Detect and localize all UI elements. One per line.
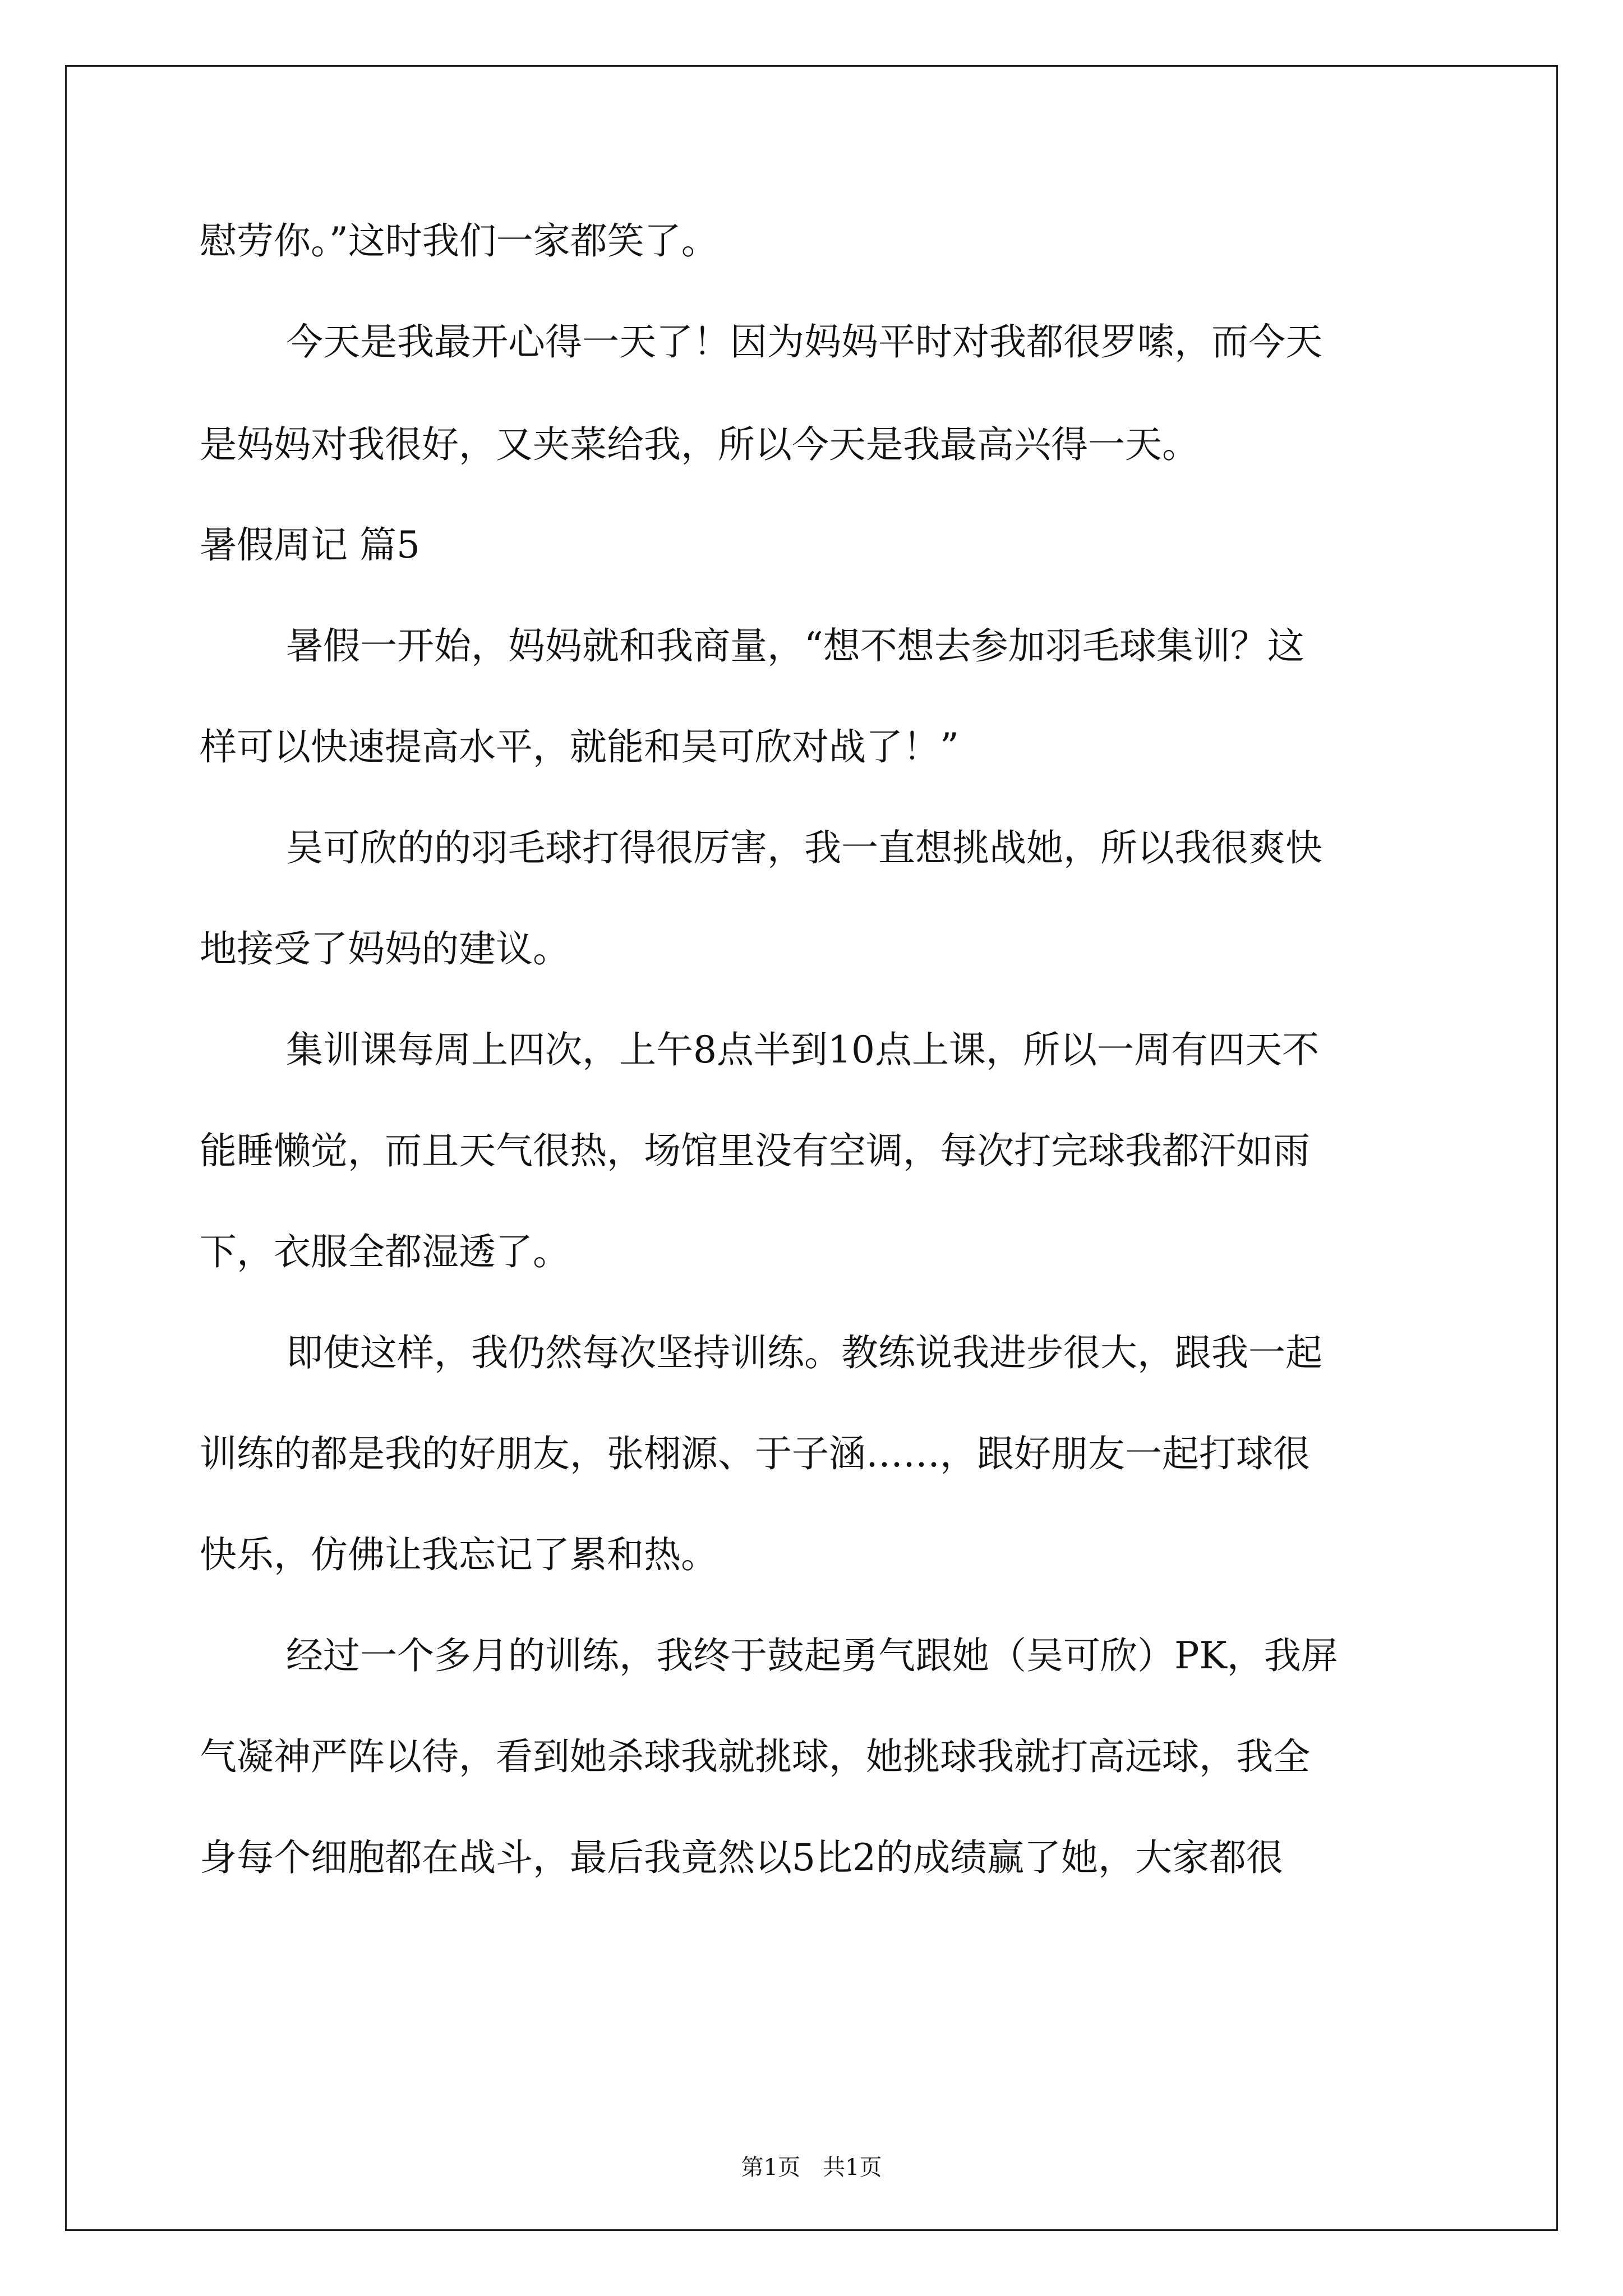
text-line: 身每个细胞都在战斗，最后我竟然以5比2的成绩赢了她，大家都很: [200, 1836, 1283, 1879]
text-line: 能睡懒觉，而且天气很热，场馆里没有空调，每次打完球我都汗如雨: [200, 1129, 1310, 1172]
text-line: 经过一个多月的训练，我终于鼓起勇气跟她（吴可欣）PK，我屏: [286, 1634, 1338, 1677]
page-number-footer: 第1页 共1页: [741, 2155, 882, 2180]
section-heading: 暑假周记 篇5: [200, 523, 420, 567]
text-line: 吴可欣的的羽毛球打得很厉害，我一直想挑战她，所以我很爽快: [286, 826, 1322, 869]
text-line: 集训课每周上四次，上午8点半到10点上课，所以一周有四天不: [286, 1028, 1319, 1071]
text-line: 快乐，仿佛让我忘记了累和热。: [200, 1533, 718, 1576]
text-line: 即使这样，我仍然每次坚持训练。教练说我进步很大，跟我一起: [286, 1331, 1322, 1374]
text-line: 训练的都是我的好朋友，张栩源、于子涵……，跟好朋友一起打球很: [200, 1432, 1310, 1475]
text-line: 气凝神严阵以待，看到她杀球我就挑球，她挑球我就打高远球，我全: [200, 1735, 1310, 1778]
text-line: 今天是我最开心得一天了！因为妈妈平时对我都很罗嗦，而今天: [286, 320, 1322, 364]
text-line: 是妈妈对我很好，又夹菜给我，所以今天是我最高兴得一天。: [200, 423, 1199, 466]
text-line: 慰劳你。”这时我们一家都笑了。: [200, 219, 718, 263]
text-line: 样可以快速提高水平，就能和吴可欣对战了！”: [200, 725, 959, 769]
text-line: 下，衣服全都湿透了。: [200, 1230, 570, 1273]
text-line: 地接受了妈妈的建议。: [200, 927, 570, 970]
text-line: 暑假一开始，妈妈就和我商量，“想不想去参加羽毛球集训？这: [286, 624, 1304, 668]
